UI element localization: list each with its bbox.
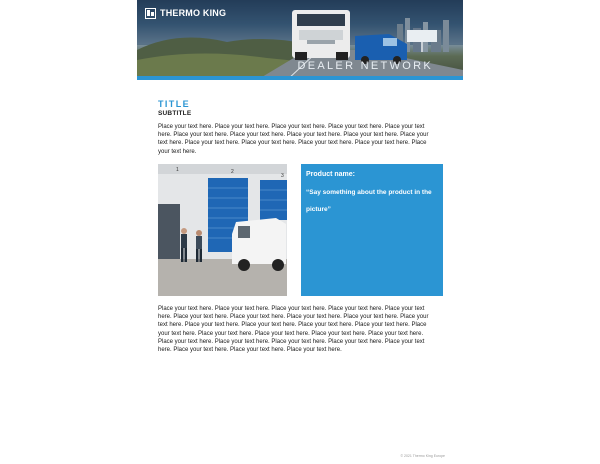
thermo-king-logo-icon — [145, 8, 156, 19]
warehouse-photo-illustration — [158, 164, 287, 296]
product-name-label: Product name: — [306, 171, 356, 178]
body-paragraph-1: Place your text here. Place your text here. Place your text here. Place your text here. Place your text here. Place your text here. Place your text here. Place your text here. Place your text here. Place your text here. Place your text here. Place your text here. Place your text here. Place your text here. Place your text here. — [158, 124, 429, 155]
footer-copyright: © 2021 Thermo King Europe — [400, 454, 445, 458]
banner-accent-stripe — [137, 76, 463, 80]
document-page — [137, 0, 463, 464]
header-banner — [137, 0, 463, 80]
product-photo — [158, 164, 287, 296]
door-number-3: 3 — [281, 173, 284, 179]
door-number-1: 1 — [176, 167, 179, 173]
banner-title: DEALER NETWORK — [297, 60, 433, 72]
product-callout-box — [301, 164, 443, 296]
page-subtitle: SUBTITLE — [158, 110, 192, 117]
door-number-2: 2 — [231, 169, 234, 175]
body-paragraph-2: Place your text here. Place your text here. Place your text here. Place your text here. Place your text here. Place your text here. Place your text here. Place your text here. Place your text here. Place your text here. Place your text here. Place your text here. Place your text here. Place your text here. Place your text here. Place your text here. Place your text here. Place your text here. Place your text here. Place your text here. Place your text here. Place your text here. Place your text here. Place your text here. Place your text here. Place your text here. Place your text here. — [158, 306, 429, 354]
brand-name: THERMO KING — [160, 8, 227, 18]
product-description: “Say something about the product in the picture” — [306, 189, 432, 213]
page-title: TITLE — [158, 99, 190, 109]
brand-logo — [145, 7, 226, 19]
